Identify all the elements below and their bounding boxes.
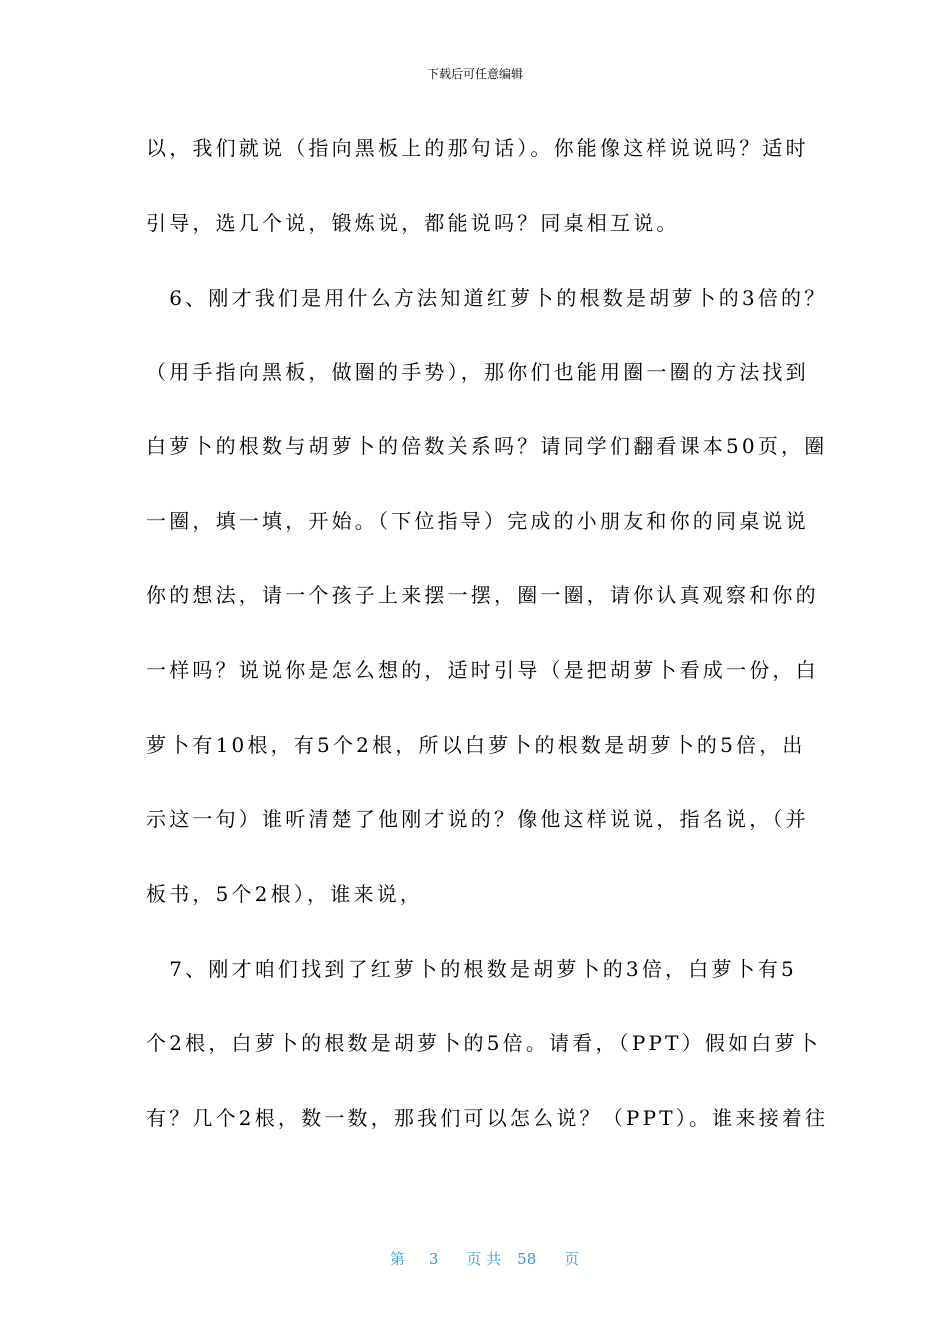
paragraph-line: 一圈，填一填，开始。（下位指导）完成的小朋友和你的同桌说说 [146,509,809,533]
paragraph-line: 引导，选几个说，锻炼说，都能说吗？同桌相互说。 [146,211,680,235]
paragraph-line: 个2根，白萝卜的根数是胡萝卜的5倍。请看，（PPT）假如白萝卜 [146,1031,821,1055]
page-header: 下载后可任意编辑 [426,67,523,81]
footer-total-pages: 58 [517,1250,537,1268]
paragraph-line: 7、刚才咱们找到了红萝卜的根数是胡萝卜的3倍，白萝卜有5 [146,957,797,981]
paragraph-line: 以，我们就说（指向黑板上的那句话）。你能像这样说说吗？适时 [146,136,809,160]
paragraph-line: （用手指向黑板，做圈的手势），那你们也能用圈一圈的方法找到 [146,360,809,384]
page-footer [0,1229,950,1289]
paragraph-line: 6、刚才我们是用什么方法知道红萝卜的根数是胡萝卜的3倍的？ [146,286,828,310]
footer-prefix: 第 [389,1250,405,1268]
footer-middle: 页 共 [466,1250,502,1268]
footer-suffix: 页 [564,1250,580,1268]
paragraph-line: 白萝卜的根数与胡萝卜的倍数关系吗？请同学们翻看课本50页，圈 [146,434,828,458]
footer-current-page: 3 [428,1250,439,1268]
paragraph-line: 示这一句）谁听清楚了他刚才说的？像他这样说说，指名说，（并 [146,807,809,831]
paragraph-line: 萝卜有10根，有5个2根，所以白萝卜的根数是胡萝卜的5倍，出 [146,733,806,757]
paragraph-line: 你的想法，请一个孩子上来摆一摆，圈一圈，请你认真观察和你的 [146,583,819,607]
paragraph-line: 有？几个2根，数一数，那我们可以怎么说？（PPT）。谁来接着往 [146,1106,829,1130]
paragraph-line: 一样吗？说说你是怎么想的，适时引导（是把胡萝卜看成一份，白 [146,658,819,682]
paragraph-line: 板书，5个2根），谁来说， [146,882,424,906]
